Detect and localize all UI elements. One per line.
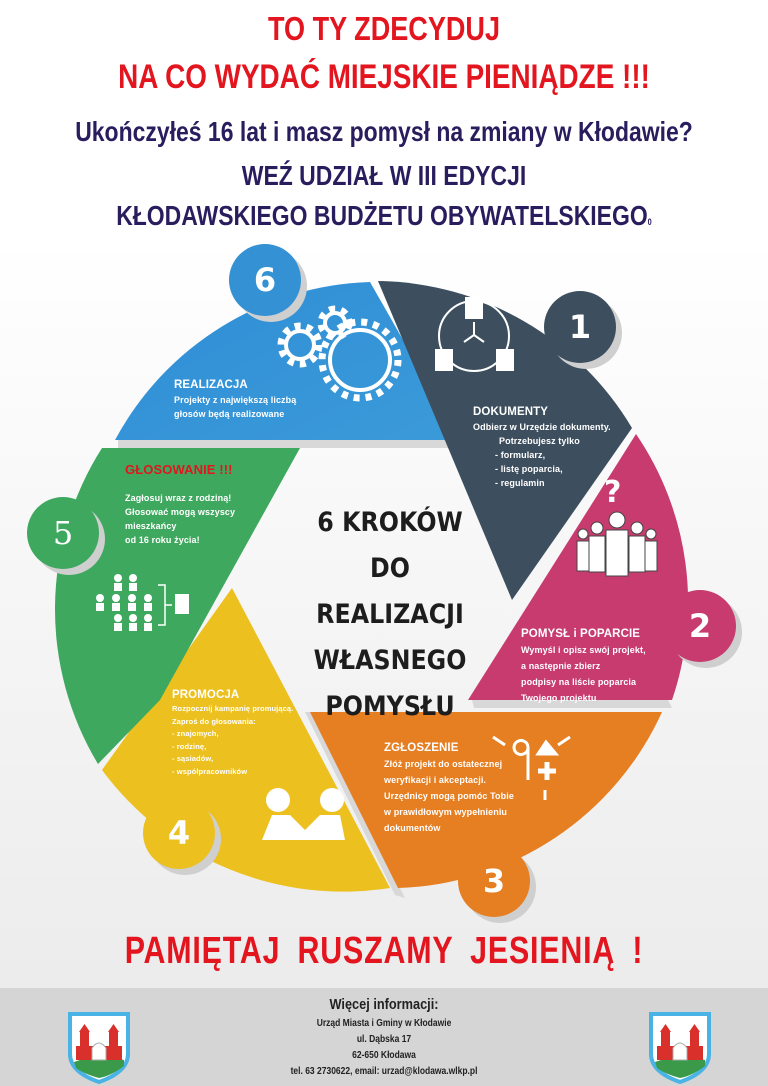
step-2-line: a następnie zbierz (521, 661, 601, 671)
headline-money: NA CO WYDAĆ MIEJSKIE PIENIĄDZE !!! (118, 58, 650, 96)
step-4-line: - rodzinę, (172, 741, 207, 751)
step-2-line: podpisy na liście poparcia (521, 677, 637, 687)
footer-heading: Więcej informacji: (329, 996, 439, 1013)
step-4-line: Zaproś do głosowania: (172, 716, 256, 726)
step-5-title: GŁOSOWANIE !!! (125, 462, 233, 477)
subheadline-question: Ukończyłeś 16 lat i masz pomysł na zmiany w Kłodawie? (75, 116, 693, 147)
step-6-line: głosów będą realizowane (174, 409, 285, 419)
step-3-badge: 3 (458, 845, 530, 917)
step-4-title: PROMOCJA (172, 689, 240, 701)
step-4-line: Rozpocznij kampanię promującą. (172, 704, 294, 713)
step-1-line: Potrzebujesz tylko (499, 436, 580, 446)
footer-street: ul. Dąbska 17 (356, 1034, 412, 1045)
step-5-text (125, 462, 235, 547)
center-line: 6 KROKÓW (317, 507, 463, 538)
town-crest-right-icon (647, 1010, 713, 1084)
step-5-line: od 16 roku życia! (125, 535, 200, 545)
budget-name: KŁODAWSKIEGO BUDŻETU OBYWATELSKIEGO (116, 200, 648, 231)
step-2-text (521, 627, 646, 706)
town-crest-left-icon (66, 1010, 132, 1084)
step-4-line: - znajomych, (172, 729, 219, 738)
step-2-line: Wymyśl i opisz swój projekt, (521, 645, 646, 655)
footer-city: 62-650 Kłodawa (352, 1050, 416, 1061)
step-6-title: REALIZACJA (174, 379, 248, 391)
step-4-badge: 4 (143, 797, 215, 869)
step-1-line: Odbierz w Urzędzie dokumenty. (473, 422, 611, 432)
step-4-line: - współpracowników (172, 766, 248, 776)
step-5-line: Głosować mogą wszyscy (125, 507, 236, 517)
step-3-line: Urzędnicy mogą pomóc Tobie (384, 791, 514, 801)
step-1-title: DOKUMENTY (473, 406, 549, 418)
step-3-line: w prawidłowym wypełnieniu (384, 807, 508, 817)
step-3-line: Złóż projekt do ostatecznej (384, 759, 503, 769)
footer-contact: tel. 63 2730622, email: urzad@klodawa.wlkp.pl (290, 1066, 478, 1077)
center-line: WŁASNEGO (313, 645, 467, 676)
step-2-line: Twojego projektu (521, 693, 597, 703)
step-2-badge: 2 (664, 590, 736, 662)
footer-office: Urząd Miasta i Gminy w Kłodawie (316, 1018, 452, 1029)
center-line: POMYSŁU (325, 691, 455, 722)
step-5-badge: 5 (27, 497, 99, 569)
step-1-text (473, 405, 611, 490)
center-line: DO REALIZACJI (316, 553, 464, 630)
step-3-line: weryfikacji i akceptacji. (384, 775, 487, 785)
step-3-title: ZGŁOSZENIE (384, 742, 459, 754)
step-6-badge: 6 (229, 244, 301, 316)
step-5-line: mieszkańcy (125, 521, 177, 531)
subheadline-edition: WEŹ UDZIAŁ W III EDYCJI (241, 160, 527, 191)
center-title (293, 500, 487, 730)
svg-text:?: ? (604, 475, 622, 510)
step-1-line: - regulamin (495, 478, 545, 488)
reminder-banner: PAMIĘTAJ RUSZAMY JESIENIĄ ! (124, 930, 644, 972)
step-3-text (384, 741, 514, 836)
step-4-text (172, 688, 293, 778)
step-2-title: POMYSŁ i POPARCIE (521, 628, 641, 640)
headline-decide: TO TY ZDECYDUJ (267, 10, 501, 47)
step-5-line: Zagłosuj wraz z rodziną! (125, 493, 232, 503)
step-1-line: - listę poparcia, (495, 464, 563, 474)
subheadline-budget (69, 200, 699, 232)
step-1-badge: 1 (544, 291, 616, 363)
step-4-line: - sąsiadów, (172, 754, 214, 763)
step-6-line: Projekty z największą liczbą (174, 395, 297, 405)
step-1-line: - formularz, (495, 450, 546, 460)
budget-suffix: 0 (647, 217, 652, 227)
step-6-text (174, 378, 296, 421)
step-3-line: dokumentów (384, 823, 441, 833)
